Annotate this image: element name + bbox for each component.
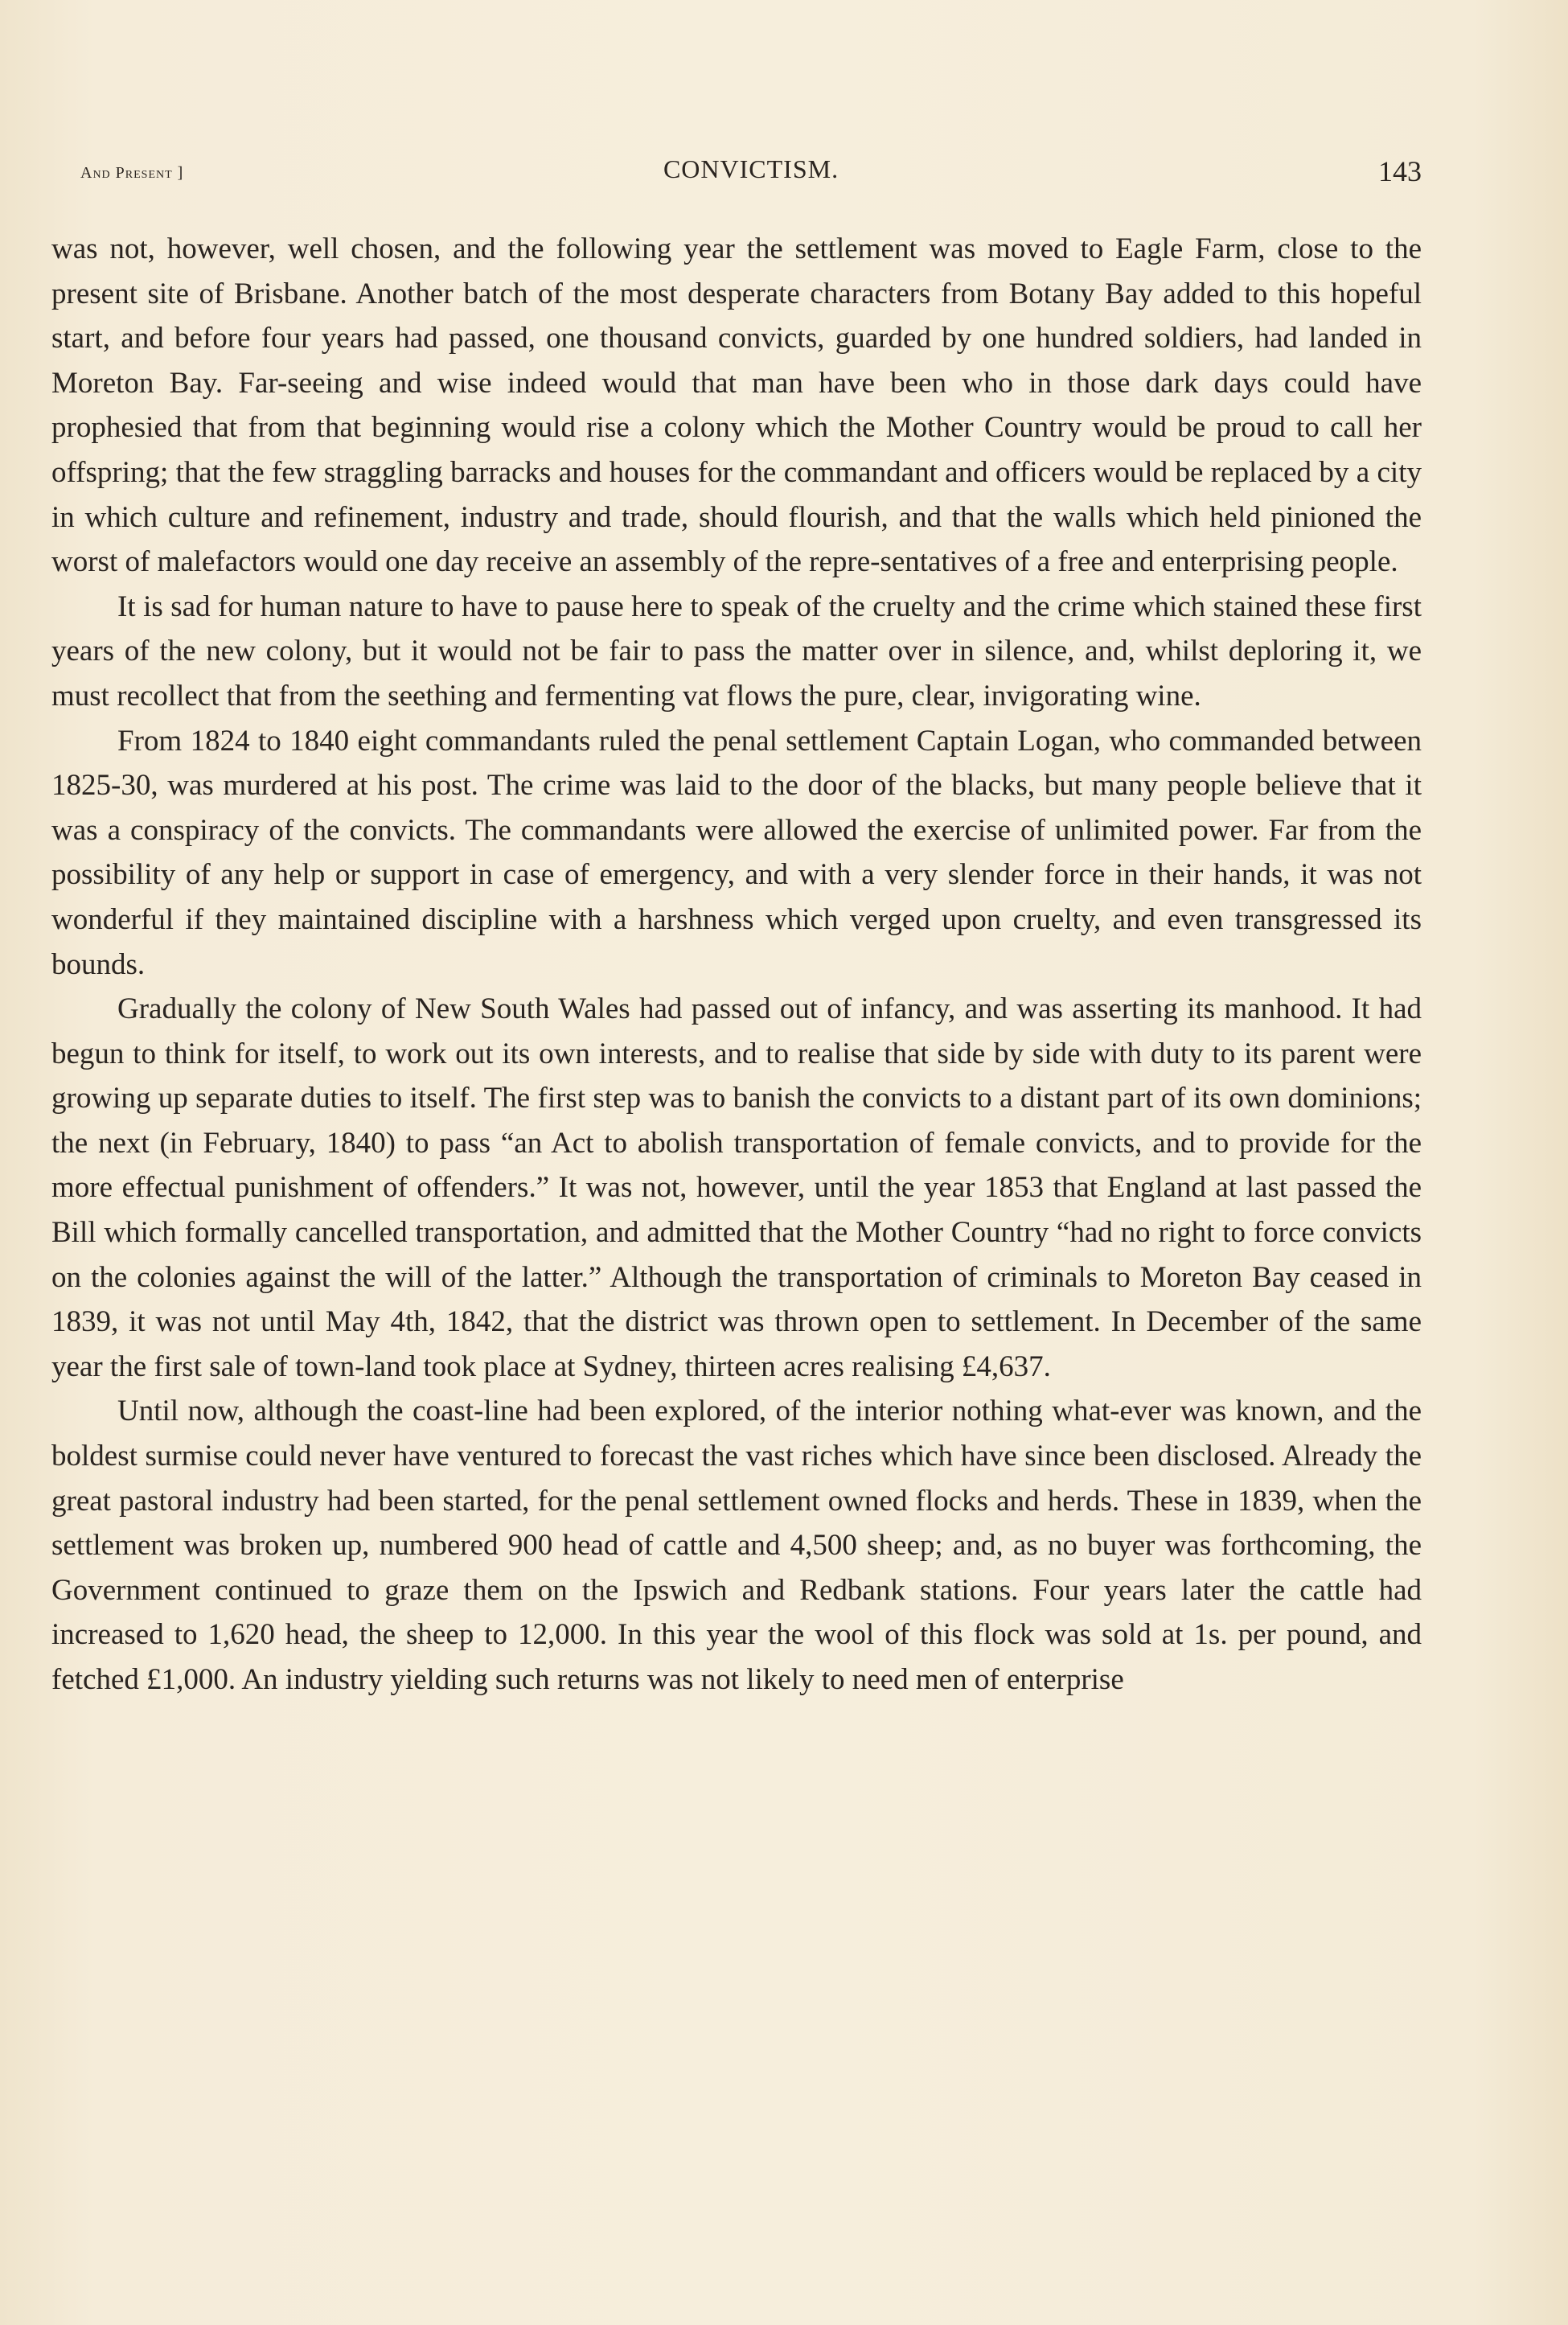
page-header xyxy=(80,154,1422,195)
paragraph: Gradually the colony of New South Wales had passed out of infancy, and was asserting its manhood. It had begun to think for itself, to work out its own interests, and to realise that side by side with duty to its parent were growing up separate duties to itself. The first step was to banish the convicts to a distant part of its own dominions; the next (in February, 1840) to pass “an Act to abolish transportation of female convicts, and to provide for the more effectual punishment of offenders.” It was not, however, until the year 1853 that England at last passed the Bill which formally cancelled transportation, and admitted that the Mother Country “had no right to force convicts on the colonies against the will of the latter.” Although the transportation of criminals to Moreton Bay ceased in 1839, it was not until May 4th, 1842, that the district was thrown open to settlement. In December of the same year the first sale of town-land took place at Sydney, thirteen acres realising £4,637. xyxy=(51,992,1422,1383)
running-head-left: And Present ] xyxy=(80,164,184,182)
paragraph: It is sad for human nature to have to pause here to speak of the cruelty and the crime which stained these first years of the new colony, but it would not be fair to pass the matter over in silence, and, whilst deploring it, we must recollect that from the seething and fermenting vat flows the pure, clear, invigorating wine. xyxy=(51,589,1422,713)
paragraph: From 1824 to 1840 eight commandants ruled the penal settlement Captain Logan, who commanded between 1825-30, was murdered at his post. The crime was laid to the door of the blacks, but many people believe that it was a conspiracy of the convicts. The commandants were allowed the exercise of unlimited power. Far from the possibility of any help or support in case of emergency, and with a very slender force in their hands, it was not wonderful if they maintained discipline with a harshness which verged upon cruelty, and even transgressed its bounds. xyxy=(51,724,1422,981)
body-text xyxy=(51,227,1422,1703)
paragraph-continued: was not, however, well chosen, and the following year the settlement was moved to Eagle Farm, close to the present site of Brisbane. Another batch of the most desperate characters from Botany Bay added to this hopeful start, and before four years had passed, one thousand convicts, guarded by one hundred soldiers, had landed in Moreton Bay. Far-seeing and wise indeed would that man have been who in those dark days could have prophesied that from that beginning would rise a colony which the Mother Country would be proud to call her offspring; that the few straggling barracks and houses for the commandant and officers would be replaced by a city in which culture and refinement, industry and trade, should flourish, and that the walls which held pinioned the worst of malefactors would one day receive an assembly of the repre-sentatives of a free and enterprising people. xyxy=(51,232,1422,579)
page-number: 143 xyxy=(1378,155,1422,187)
running-head-title: CONVICTISM. xyxy=(663,154,839,183)
paragraph: Until now, although the coast-line had been explored, of the interior nothing what-ever was known, and the boldest surmise could never have ventured to forecast the vast riches which have since been disclosed. Already the great pastoral industry had been started, for the penal settlement owned flocks and herds. These in 1839, when the settlement was broken up, numbered 900 head of cattle and 4,500 sheep; and, as no buyer was forthcoming, the Government continued to graze them on the Ipswich and Redbank stations. Four years later the cattle had increased to 1,620 head, the sheep to 12,000. In this year the wool of this flock was sold at 1s. per pound, and fetched £1,000. An industry yielding such returns was not likely to need men of enterprise xyxy=(51,1395,1422,1696)
